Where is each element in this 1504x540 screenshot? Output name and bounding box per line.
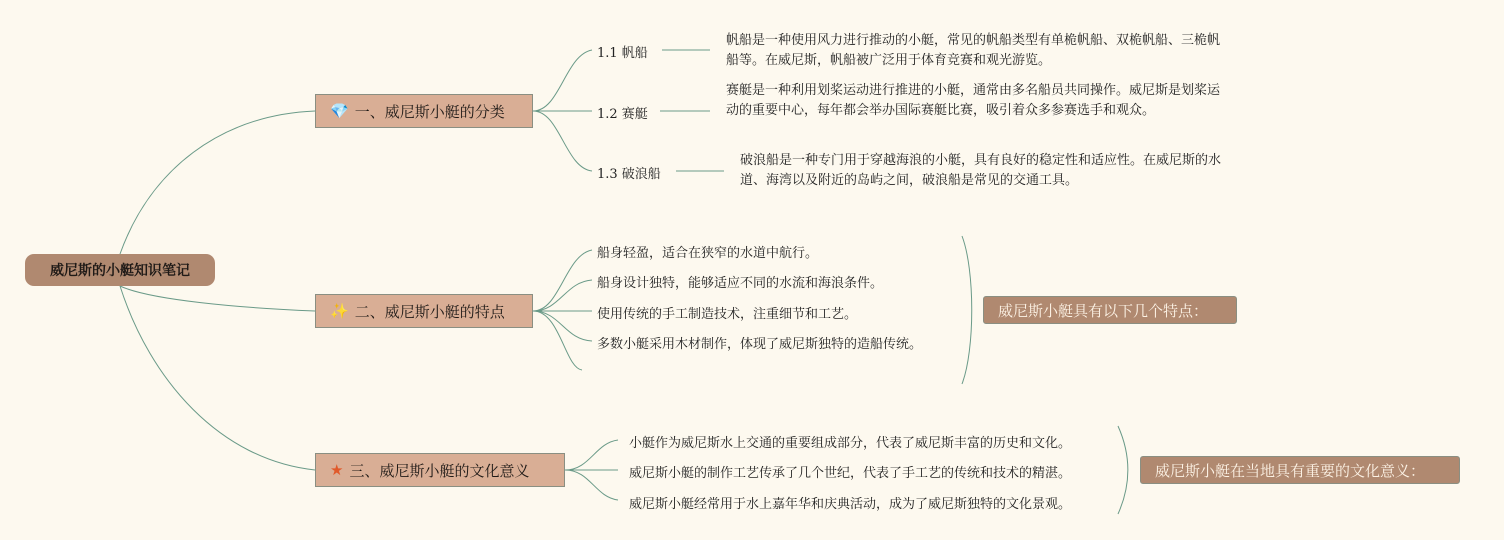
branch-label: 一、威尼斯小艇的分类 bbox=[354, 102, 505, 121]
feature-item[interactable]: 使用传统的手工制造技术，注重细节和工艺。 bbox=[597, 307, 858, 322]
subtopic-racing-boat[interactable]: 1.2 赛艇 bbox=[597, 107, 648, 122]
branch-features[interactable] bbox=[315, 294, 533, 328]
branch-classification[interactable] bbox=[315, 94, 533, 128]
root-label: 威尼斯的小艇知识笔记 bbox=[50, 263, 190, 279]
feature-item[interactable]: 船身设计独特，能够适应不同的水流和海浪条件。 bbox=[597, 276, 884, 291]
culture-item[interactable]: 小艇作为威尼斯水上交通的重要组成部分，代表了威尼斯丰富的历史和文化。 bbox=[629, 436, 1072, 451]
branch-label: 二、威尼斯小艇的特点 bbox=[354, 302, 505, 321]
root-node[interactable] bbox=[25, 254, 215, 286]
feature-item[interactable]: 船身轻盈，适合在狭窄的水道中航行。 bbox=[597, 246, 819, 261]
gem-icon: 💎 bbox=[330, 101, 349, 120]
features-summary[interactable]: 威尼斯小艇具有以下几个特点： bbox=[983, 296, 1237, 324]
subtopic-racing-boat-desc: 赛艇是一种利用划桨运动进行推进的小艇，通常由多名船员共同操作。威尼斯是划桨运动的重要中心，每年都会举办国际赛艇比赛，吸引着众多参赛选手和观众。 bbox=[726, 83, 1221, 118]
branch-label: 三、威尼斯小艇的文化意义 bbox=[349, 461, 530, 480]
subtopic-sailboat[interactable]: 1.1 帆船 bbox=[597, 46, 648, 61]
subtopic-wavebreaker-desc: 破浪船是一种专门用于穿越海浪的小艇，具有良好的稳定性和适应性。在威尼斯的水道、海湾以及附近的岛屿之间，破浪船是常见的交通工具。 bbox=[740, 153, 1222, 188]
subtopic-sailboat-desc: 帆船是一种使用风力进行推动的小艇，常见的帆船类型有单桅帆船、双桅帆船、三桅帆船等。在威尼斯，帆船被广泛用于体育竞赛和观光游览。 bbox=[726, 33, 1221, 68]
culture-summary[interactable]: 威尼斯小艇在当地具有重要的文化意义： bbox=[1140, 456, 1460, 484]
branch-cultural-significance[interactable] bbox=[315, 453, 565, 487]
subtopic-wavebreaker[interactable]: 1.3 破浪船 bbox=[597, 167, 661, 182]
feature-item[interactable]: 多数小艇采用木材制作，体现了威尼斯独特的造船传统。 bbox=[597, 337, 923, 352]
star-icon: ★ bbox=[330, 460, 344, 479]
culture-item[interactable]: 威尼斯小艇的制作工艺传承了几个世纪，代表了手工艺的传统和技术的精湛。 bbox=[629, 466, 1072, 481]
culture-item[interactable]: 威尼斯小艇经常用于水上嘉年华和庆典活动，成为了威尼斯独特的文化景观。 bbox=[629, 497, 1072, 512]
magic-wand-icon: ✨ bbox=[330, 301, 349, 320]
